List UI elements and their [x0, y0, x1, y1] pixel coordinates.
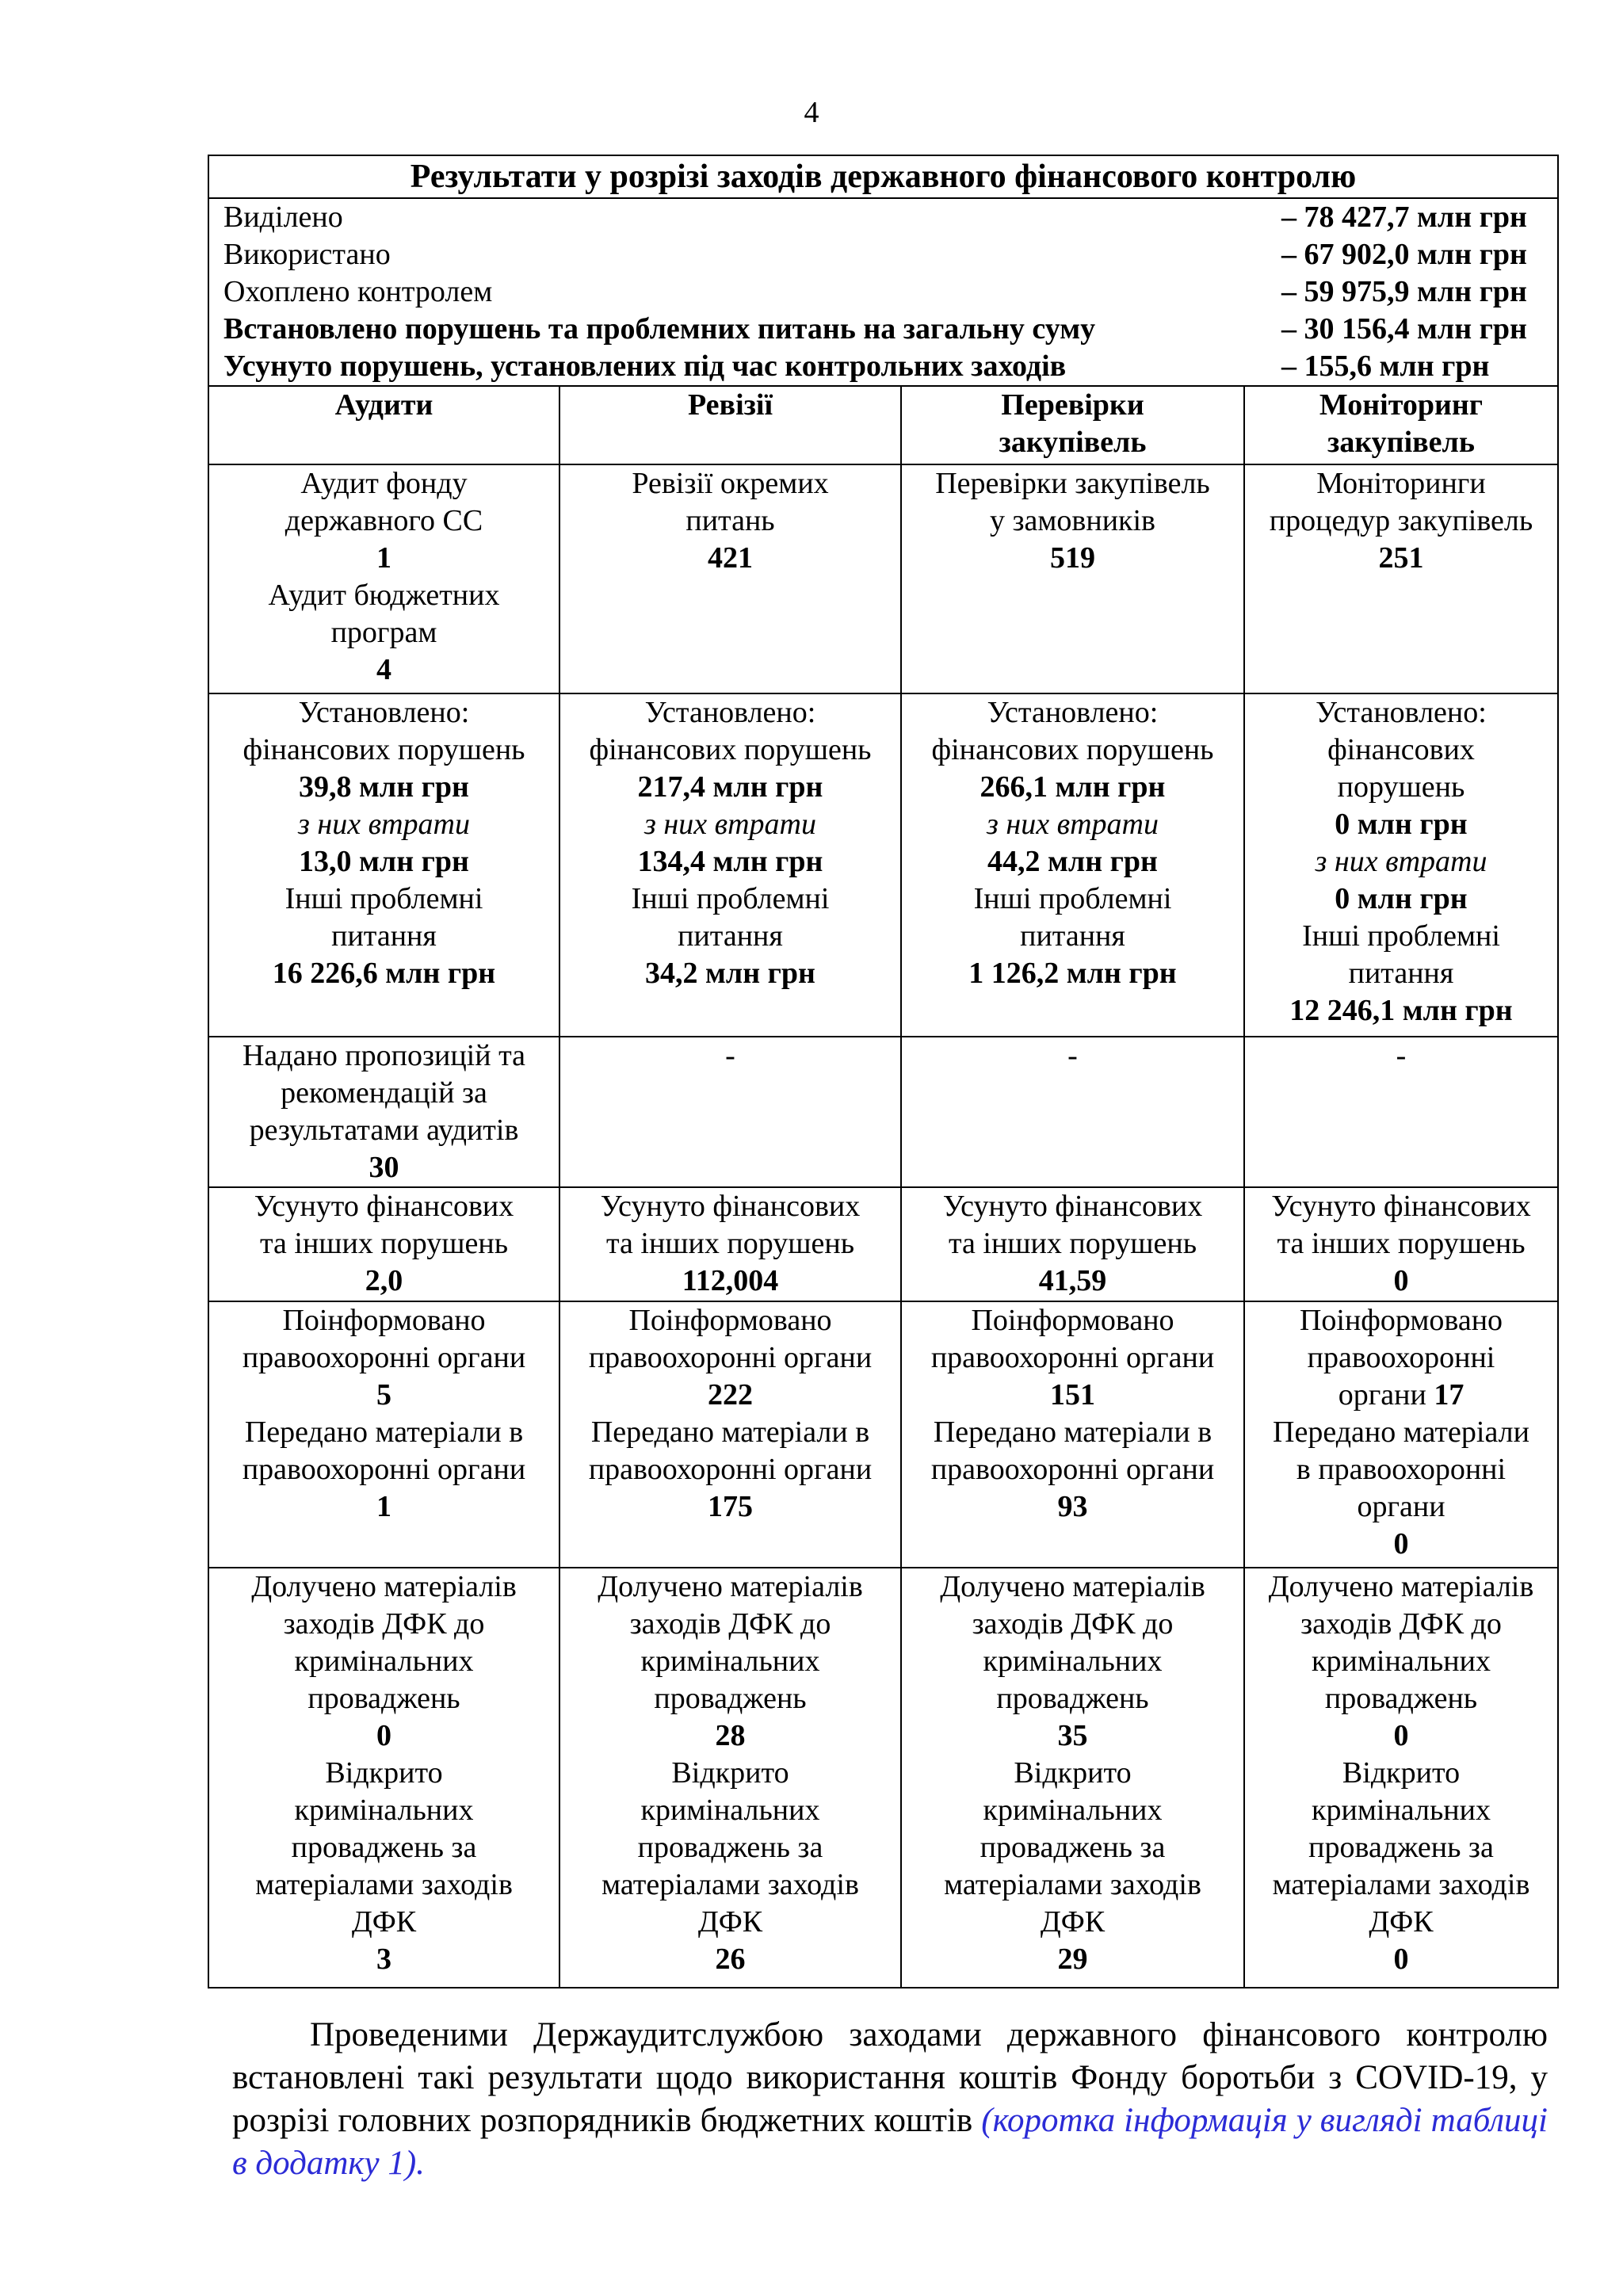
cell-text: Відкрито: [325, 1756, 443, 1790]
cell-revisions-removed: [559, 1187, 901, 1301]
cell-value: 151: [1050, 1378, 1095, 1412]
cell-text: матеріалами заходів: [255, 1868, 513, 1901]
cell-text: правоохоронні органи: [242, 1453, 526, 1486]
cell-text: органи: [1338, 1378, 1434, 1412]
table-row: [208, 1037, 1558, 1187]
cell-text: ДФК: [1040, 1905, 1106, 1939]
cell-audits-proposals: [208, 1037, 559, 1187]
cell-monitoring-proposals: [1244, 1037, 1558, 1187]
cell-value: 0: [1393, 1943, 1409, 1976]
summary-value: – 67 902,0 млн грн: [1281, 238, 1527, 271]
cell-text: правоохоронні органи: [588, 1341, 873, 1374]
cell-revisions-proposals: [559, 1037, 901, 1187]
summary-value: – 59 975,9 млн грн: [1281, 275, 1527, 308]
summary-allocated: [223, 199, 1551, 236]
cell-text: питання: [1348, 957, 1454, 990]
cell-text: проваджень за: [1308, 1831, 1494, 1864]
cell-text: кримінальних: [1312, 1645, 1491, 1678]
summary-row: [208, 198, 1558, 386]
cell-text: проваджень: [1324, 1682, 1478, 1715]
cell-audits-law-enforcement: [208, 1301, 559, 1568]
cell-value: 0: [1393, 1264, 1409, 1297]
cell-text: органи: [1357, 1490, 1445, 1523]
cell-monitoring-count: [1244, 464, 1558, 693]
cell-text: результатами аудитів: [249, 1114, 519, 1147]
cell-value: 0 млн грн: [1335, 808, 1468, 841]
cell-inspections-criminal: [901, 1568, 1244, 1988]
cell-audits-removed: [208, 1187, 559, 1301]
table-row: [208, 464, 1558, 693]
cell-text: Аудит бюджетних: [268, 579, 500, 612]
cell-revisions-count: [559, 464, 901, 693]
cell-text: Поінформовано: [628, 1304, 832, 1337]
cell-text: Передано матеріали в: [244, 1415, 524, 1449]
cell-value: 1: [376, 1490, 391, 1523]
cell-text: Усунуто фінансових: [942, 1190, 1203, 1223]
cell-monitoring-law-enforcement: [1244, 1301, 1558, 1568]
cell-value: 29: [1057, 1943, 1088, 1976]
cell-note: з них втрати: [1315, 845, 1487, 878]
cell-text: процедур закупівель: [1269, 504, 1533, 537]
summary-value: – 78 427,7 млн грн: [1281, 201, 1527, 234]
cell-value: 12 246,1 млн грн: [1289, 994, 1513, 1027]
cell-value: 217,4 млн грн: [637, 770, 823, 804]
cell-text: державного СС: [285, 504, 483, 537]
cell-text: заходів ДФК до: [283, 1607, 485, 1641]
cell-value: 421: [708, 541, 753, 575]
cell-text: Інші проблемні: [973, 882, 1172, 915]
cell-value: 26: [715, 1943, 746, 1976]
cell-text: порушень: [1337, 770, 1465, 804]
cell-monitoring-violations: [1244, 693, 1558, 1037]
cell-value: 1 126,2 млн грн: [968, 957, 1177, 990]
cell-value: 0: [376, 1719, 391, 1752]
table-row: [208, 1187, 1558, 1301]
cell-text: проваджень: [654, 1682, 807, 1715]
cell-text: заходів ДФК до: [1300, 1607, 1502, 1641]
cell-text: матеріалами заходів: [601, 1868, 859, 1901]
cell-text: та інших порушень: [948, 1227, 1197, 1260]
cell-text: кримінальних: [983, 1645, 1163, 1678]
cell-text: Відкрито: [1014, 1756, 1132, 1790]
header-text: закупівель: [1327, 426, 1475, 459]
cell-text: Усунуто фінансових: [600, 1190, 861, 1223]
cell-text: кримінальних: [983, 1794, 1163, 1827]
cell-text: Моніторинги: [1316, 467, 1486, 500]
cell-inspections-violations: [901, 693, 1244, 1037]
cell-text: Передано матеріали: [1273, 1415, 1529, 1449]
cell-text: Поінформовано: [1299, 1304, 1503, 1337]
table-row: [208, 693, 1558, 1037]
cell-value: 13,0 млн грн: [299, 845, 469, 878]
cell-value: 266,1 млн грн: [980, 770, 1166, 804]
summary-label: Охоплено контролем: [223, 275, 493, 308]
cell-value: 519: [1050, 541, 1095, 575]
header-text: Аудити: [334, 388, 433, 422]
summary-cell: [208, 198, 1558, 386]
cell-text: кримінальних: [640, 1645, 820, 1678]
cell-text: Установлено:: [987, 696, 1159, 729]
cell-text: Надано пропозицій та: [242, 1039, 526, 1072]
cell-dash: -: [725, 1039, 735, 1072]
cell-text: програм: [330, 616, 437, 649]
cell-text: Долучено матеріалів: [1268, 1570, 1534, 1603]
cell-text: правоохоронні органи: [588, 1453, 873, 1486]
cell-inspections-law-enforcement: [901, 1301, 1244, 1568]
cell-text: Передано матеріали в: [933, 1415, 1212, 1449]
cell-value: 112,004: [682, 1264, 779, 1297]
cell-value: 34,2 млн грн: [645, 957, 815, 990]
cell-value: 39,8 млн грн: [299, 770, 469, 804]
cell-inspections-proposals: [901, 1037, 1244, 1187]
cell-text: правоохоронні: [1307, 1341, 1495, 1374]
cell-value: 0 млн грн: [1335, 882, 1468, 915]
cell-inspections-count: [901, 464, 1244, 693]
cell-text: рекомендацій за: [281, 1076, 487, 1110]
cell-text: Передано матеріали в: [590, 1415, 870, 1449]
cell-text: проваджень за: [291, 1831, 477, 1864]
cell-text: фінансових: [1327, 733, 1475, 766]
cell-text: питання: [1020, 919, 1125, 953]
cell-revisions-law-enforcement: [559, 1301, 901, 1568]
header-text: Моніторинг: [1319, 388, 1484, 422]
cell-value: 0: [1393, 1527, 1409, 1561]
cell-text: ДФК: [1369, 1905, 1434, 1939]
cell-dash: -: [1396, 1039, 1407, 1072]
summary-value: – 30 156,4 млн грн: [1281, 312, 1527, 346]
cell-text: Усунуто фінансових: [254, 1190, 514, 1223]
cell-audits-violations: [208, 693, 559, 1037]
cell-text: Ревізії окремих: [632, 467, 829, 500]
cell-text: в правоохоронні: [1296, 1453, 1507, 1486]
cell-text: Аудит фонду: [300, 467, 468, 500]
cell-text: Долучено матеріалів: [251, 1570, 517, 1603]
summary-violations-removed: [223, 348, 1551, 385]
cell-text: Відкрито: [1342, 1756, 1461, 1790]
cell-note: з них втрати: [644, 808, 816, 841]
cell-value: 2,0: [365, 1264, 403, 1297]
cell-value: 30: [369, 1151, 399, 1184]
header-revisions: [559, 386, 901, 464]
cell-text: Долучено матеріалів: [598, 1570, 863, 1603]
cell-revisions-violations: [559, 693, 901, 1037]
cell-value: 3: [376, 1943, 391, 1976]
cell-value: 251: [1378, 541, 1424, 575]
title-row: [208, 155, 1558, 198]
cell-audits-criminal: [208, 1568, 559, 1988]
cell-text: проваджень: [996, 1682, 1149, 1715]
body-paragraph: [232, 2014, 1548, 2185]
cell-value: 28: [715, 1719, 746, 1752]
cell-value: 17: [1434, 1378, 1465, 1412]
cell-text: проваджень за: [980, 1831, 1166, 1864]
cell-monitoring-criminal: [1244, 1568, 1558, 1988]
cell-note: з них втрати: [987, 808, 1159, 841]
cell-text: у замовників: [990, 504, 1155, 537]
cell-note: з них втрати: [298, 808, 470, 841]
cell-text: ДФК: [351, 1905, 417, 1939]
cell-value: 1: [376, 541, 391, 575]
appendix-reference: (коротка інформація у вигляді таблиці в додатку 1).: [232, 2102, 1548, 2182]
summary-label: Усунуто порушень, установлених під час контрольних заходів: [223, 350, 1067, 383]
summary-label: Встановлено порушень та проблемних питань на загальну суму: [223, 312, 1096, 346]
cell-text: Долучено матеріалів: [940, 1570, 1205, 1603]
cell-text: питання: [331, 919, 437, 953]
cell-text: Установлено:: [298, 696, 470, 729]
cell-text: кримінальних: [294, 1794, 474, 1827]
cell-text: кримінальних: [294, 1645, 474, 1678]
summary-covered: [223, 273, 1551, 311]
cell-text: питання: [678, 919, 783, 953]
summary-value: – 155,6 млн грн: [1281, 350, 1490, 383]
header-audits: [208, 386, 559, 464]
cell-value: 5: [376, 1378, 391, 1412]
header-text: Перевірки: [1001, 388, 1144, 422]
cell-text: правоохоронні органи: [930, 1341, 1215, 1374]
cell-text: Установлено:: [644, 696, 816, 729]
summary-label: Виділено: [223, 201, 343, 234]
cell-text: та інших порушень: [1277, 1227, 1526, 1260]
cell-revisions-criminal: [559, 1568, 901, 1988]
table-row: [208, 1568, 1558, 1988]
table-row: [208, 1301, 1558, 1568]
page-number: 4: [804, 96, 819, 129]
cell-audits-count: [208, 464, 559, 693]
cell-text: кримінальних: [640, 1794, 820, 1827]
cell-text: Відкрито: [671, 1756, 789, 1790]
cell-value: 134,4 млн грн: [637, 845, 823, 878]
results-table: [208, 155, 1559, 1988]
cell-text: фінансових порушень: [589, 733, 872, 766]
cell-value: 0: [1393, 1719, 1409, 1752]
cell-text: питань: [685, 504, 775, 537]
cell-text: Інші проблемні: [285, 882, 483, 915]
cell-dash: -: [1067, 1039, 1078, 1072]
cell-value: 93: [1057, 1490, 1088, 1523]
cell-text: та інших порушень: [259, 1227, 509, 1260]
cell-text: Усунуто фінансових: [1271, 1190, 1531, 1223]
cell-text: правоохоронні органи: [242, 1341, 526, 1374]
cell-text: матеріалами заходів: [1272, 1868, 1530, 1901]
cell-text: Поінформовано: [971, 1304, 1174, 1337]
cell-value: 41,59: [1038, 1264, 1107, 1297]
table-title: Результати у розрізі заходів державного фінансового контролю: [208, 155, 1558, 198]
cell-text: кримінальних: [1312, 1794, 1491, 1827]
cell-value: 16 226,6 млн грн: [272, 957, 496, 990]
cell-value: 4: [376, 653, 391, 686]
cell-value: 44,2 млн грн: [987, 845, 1158, 878]
header-monitoring: [1244, 386, 1558, 464]
cell-value: 175: [708, 1490, 753, 1523]
cell-text: Інші проблемні: [1302, 919, 1500, 953]
header-inspections: [901, 386, 1244, 464]
cell-monitoring-removed: [1244, 1187, 1558, 1301]
header-text: закупівель: [999, 426, 1147, 459]
cell-text: фінансових порушень: [242, 733, 525, 766]
header-row: [208, 386, 1558, 464]
cell-text: фінансових порушень: [931, 733, 1214, 766]
cell-inspections-removed: [901, 1187, 1244, 1301]
summary-violations-found: [223, 311, 1551, 348]
cell-text: матеріалами заходів: [944, 1868, 1201, 1901]
cell-text: проваджень за: [637, 1831, 823, 1864]
summary-label: Використано: [223, 238, 391, 271]
cell-text: Установлено:: [1316, 696, 1487, 729]
cell-text: заходів ДФК до: [629, 1607, 831, 1641]
cell-text: Поінформовано: [282, 1304, 486, 1337]
cell-text: правоохоронні органи: [930, 1453, 1215, 1486]
cell-text: проваджень: [307, 1682, 460, 1715]
paragraph-text: Проведеними Держаудитслужбою заходами державного фінансового контролю встановлені такі результати щодо використання коштів Фонду боротьби з COVID-19, у розрізі головних розпорядників бюджетних коштів: [232, 2016, 1548, 2139]
cell-text: Інші проблемні: [631, 882, 830, 915]
cell-text: та інших порушень: [605, 1227, 855, 1260]
cell-value: 35: [1057, 1719, 1088, 1752]
cell-text: ДФК: [697, 1905, 763, 1939]
cell-text: заходів ДФК до: [972, 1607, 1174, 1641]
header-text: Ревізії: [687, 388, 773, 422]
cell-text: Перевірки закупівель: [935, 467, 1210, 500]
cell-value: 222: [708, 1378, 753, 1412]
summary-used: [223, 236, 1551, 273]
